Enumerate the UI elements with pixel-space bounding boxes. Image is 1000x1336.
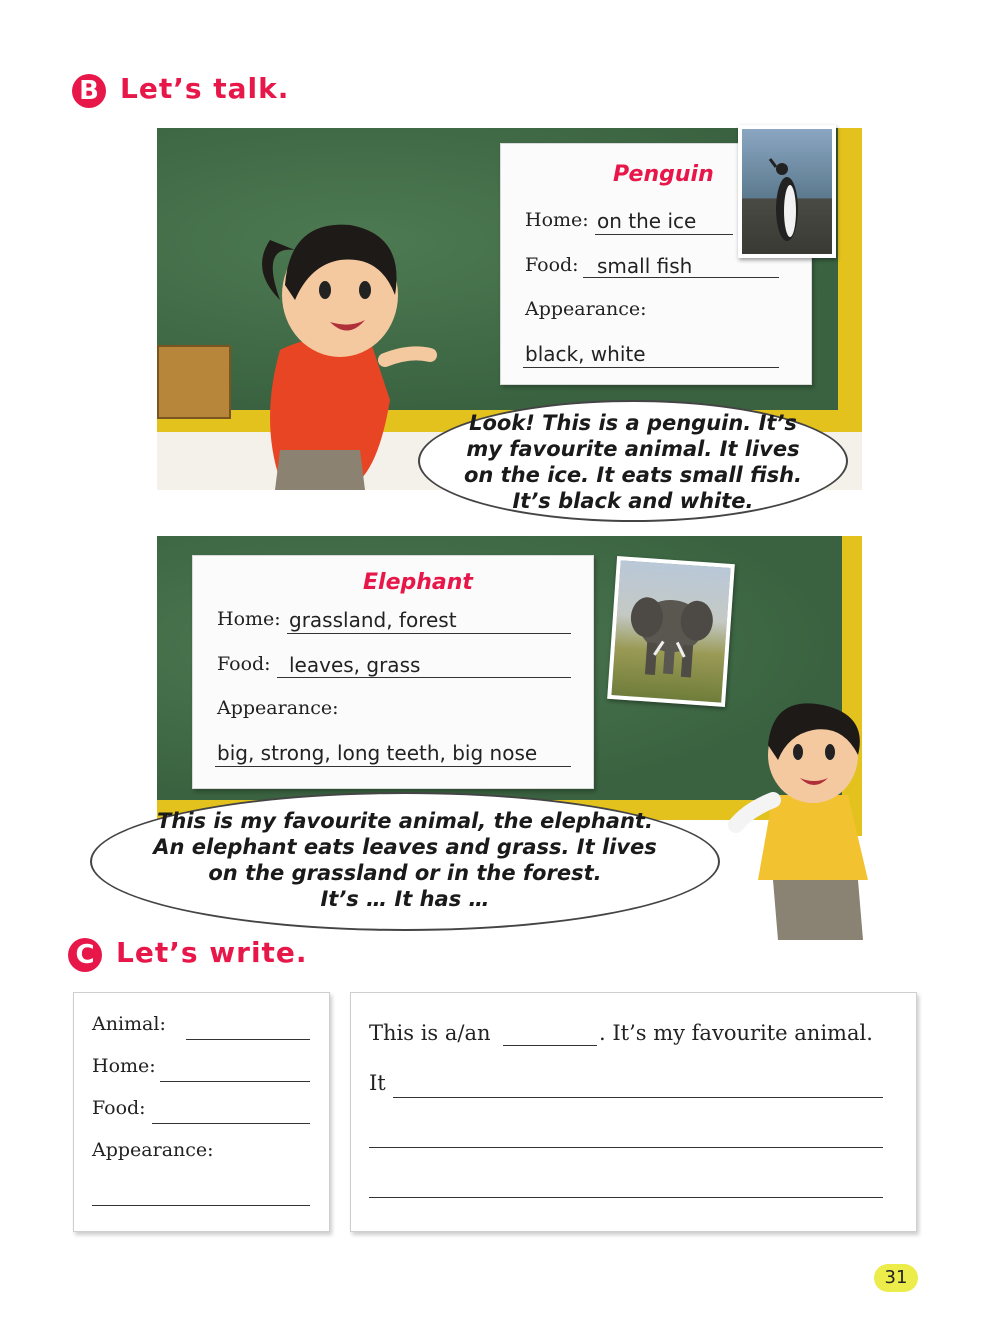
boy-bubble-line: This is my favourite animal, the elephant. — [157, 809, 653, 833]
girl-speech-bubble — [418, 400, 848, 522]
elephant-food-line — [277, 677, 571, 678]
penguin-food-line — [583, 277, 779, 278]
paragraph-prefix: This is a/an — [369, 1021, 491, 1045]
section-b-title: Let’s talk. — [120, 72, 290, 105]
form-food-blank[interactable] — [152, 1123, 310, 1124]
elephant-appearance-line — [215, 766, 571, 767]
girl-bubble-line: my favourite animal. It lives — [466, 437, 800, 461]
penguin-card-title: Penguin — [613, 162, 714, 187]
penguin-home-label: Home: — [525, 209, 589, 231]
penguin-food-label: Food: — [525, 254, 579, 276]
penguin-appearance-value: black, white — [525, 342, 646, 366]
form-appearance-label: Appearance: — [92, 1139, 214, 1161]
paragraph-line-1[interactable] — [393, 1097, 883, 1098]
penguin-photo — [738, 125, 836, 258]
write-paragraph-box — [350, 992, 917, 1232]
paragraph-animal-blank[interactable] — [503, 1045, 597, 1046]
penguin-home-line — [595, 234, 733, 235]
section-c-badge: C — [68, 938, 102, 972]
form-appearance-blank[interactable] — [92, 1205, 310, 1206]
elephant-icon — [611, 560, 730, 702]
form-animal-label: Animal: — [92, 1013, 166, 1035]
boy-bubble-line: An elephant eats leaves and grass. It lives — [153, 835, 657, 859]
penguin-icon — [742, 129, 832, 254]
girl-bubble-line: It’s black and white. — [512, 489, 754, 513]
elephant-appearance-value: big, strong, long teeth, big nose — [217, 741, 538, 765]
form-home-label: Home: — [92, 1055, 156, 1077]
elephant-home-label: Home: — [217, 608, 281, 630]
page-number: 31 — [874, 1264, 918, 1292]
elephant-photo — [607, 556, 735, 707]
girl-illustration — [240, 210, 450, 490]
penguin-home-value: on the ice — [597, 209, 697, 233]
penguin-food-value: small fish — [597, 254, 693, 278]
boy-bubble-line: It’s … It has … — [320, 887, 490, 911]
boy-speech-bubble — [90, 792, 720, 931]
elephant-card-title: Elephant — [363, 570, 473, 595]
section-b-badge: B — [72, 74, 106, 108]
girl-bubble-line: on the ice. It eats small fish. — [463, 463, 803, 487]
penguin-appearance-line — [523, 367, 779, 368]
girl-bubble-line: Look! This is a penguin. It’s — [469, 411, 797, 435]
section-c-title: Let’s write. — [116, 936, 308, 969]
write-form-box — [73, 992, 330, 1232]
form-home-blank[interactable] — [160, 1081, 310, 1082]
elephant-appearance-label: Appearance: — [217, 697, 339, 719]
paragraph-it-prefix: It — [369, 1071, 386, 1095]
elephant-food-value: leaves, grass — [289, 653, 421, 677]
paragraph-suffix: . It’s my favourite animal. — [599, 1021, 873, 1045]
penguin-appearance-label: Appearance: — [525, 298, 647, 320]
desk — [157, 345, 231, 419]
form-animal-blank[interactable] — [186, 1039, 310, 1040]
elephant-food-label: Food: — [217, 653, 271, 675]
paragraph-line-2[interactable] — [369, 1147, 883, 1148]
form-food-label: Food: — [92, 1097, 146, 1119]
elephant-home-value: grassland, forest — [289, 608, 457, 632]
boy-illustration — [718, 700, 898, 940]
boy-bubble-line: on the grassland or in the forest. — [208, 861, 602, 885]
elephant-home-line — [287, 633, 571, 634]
paragraph-line-3[interactable] — [369, 1197, 883, 1198]
elephant-card — [192, 555, 594, 789]
